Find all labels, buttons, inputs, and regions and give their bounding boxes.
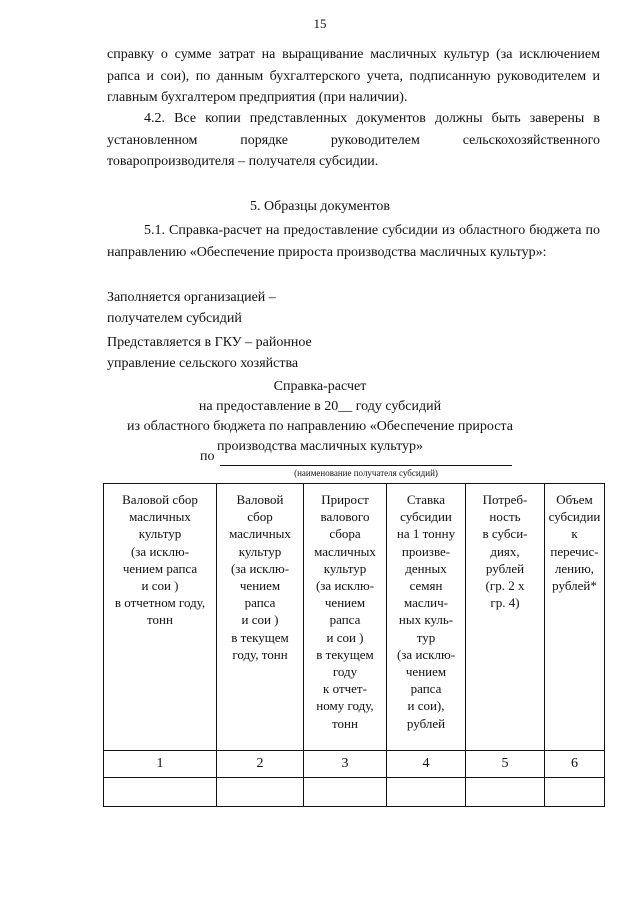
- recipient-line: [200, 449, 215, 465]
- intro-paragraph-1: справку о сумме затрат на выращивание масличных культур (за исключением рапса и сои), по данным бухгалтерского учета, подписанную руководителем и главным бухгалтером предприятия (при наличии).: [107, 47, 600, 105]
- filled-by-block: [107, 287, 600, 329]
- data-cell-1[interactable]: [104, 778, 217, 807]
- form-title-line-4: производства масличных культур»: [216, 439, 424, 454]
- recipient-prefix: по: [200, 449, 215, 464]
- intro-paragraph-2: 4.2. Все копии представленных документов должны быть заверены в установленном порядке руководителем сельскохозяйственного товаропроизводителя – получателя субсидии.: [107, 111, 600, 169]
- empty-data-row: [104, 778, 605, 807]
- data-cell-5[interactable]: [466, 778, 545, 807]
- section-heading: 5. Образцы документов: [249, 199, 391, 214]
- subsidy-table: [103, 483, 605, 807]
- form-title: [0, 377, 640, 457]
- column-number-1: 1: [104, 751, 217, 778]
- column-number-row: [104, 751, 605, 778]
- form-title-line-2: на предоставление в 20__ году субсидий: [198, 399, 442, 414]
- data-cell-2[interactable]: [217, 778, 304, 807]
- column-number-4: 4: [387, 751, 466, 778]
- form-title-line-3: из областного бюджета по направлению «Обеспечение прироста: [127, 419, 513, 434]
- page-number: 15: [313, 16, 327, 31]
- column-number-3: 3: [304, 751, 387, 778]
- header-cell-5-text: Потреб- ность в субси- диях, рублей (гр. 2 х гр. 4): [482, 492, 528, 611]
- filled-by-line-1: Заполняется организацией –: [107, 290, 276, 305]
- header-cell-4-text: Ставка субсидии на 1 тонну произве- денных семян маслич- ных куль- тур (за исклю- чением рапса и сои), рублей: [396, 492, 456, 731]
- filled-by-line-2: получателем субсидий: [107, 311, 242, 326]
- header-cell-3: [304, 484, 387, 751]
- recipient-name-field[interactable]: [220, 465, 512, 466]
- header-cell-6-text: Объем субсидии к перечис- лению, рублей*: [548, 492, 601, 594]
- header-cell-1: [104, 484, 217, 751]
- header-cell-1-text: Валовой сбор масличных культур (за исклю- чением рапса и сои ) в отчетном году, тонн: [114, 492, 206, 628]
- data-cell-4[interactable]: [387, 778, 466, 807]
- header-cell-2-text: Валовой сбор масличных культур (за исклю- чением рапса и сои ) в текущем году, тонн: [229, 492, 291, 662]
- data-cell-3[interactable]: [304, 778, 387, 807]
- form-title-line-1: Справка-расчет: [273, 379, 367, 394]
- section-paragraph: 5.1. Справка-расчет на предоставление субсидии из областного бюджета по направлению «Обеспечение прироста производства масличных культур»:: [107, 223, 600, 260]
- column-number-5: 5: [466, 751, 545, 778]
- table-header-row: [104, 484, 605, 751]
- submitted-to-block: [107, 332, 600, 374]
- header-cell-3-text: Прирост валового сбора масличных культур (за исклю- чением рапса и сои ) в текущем году к отчет- ному году, тонн: [314, 492, 376, 731]
- recipient-caption: (наименование получателя субсидий): [294, 468, 438, 478]
- column-number-6: 6: [545, 751, 605, 778]
- data-cell-6[interactable]: [545, 778, 605, 807]
- submitted-to-line-1: Представляется в ГКУ – районное: [107, 335, 312, 350]
- header-cell-6: [545, 484, 605, 751]
- header-cell-5: [466, 484, 545, 751]
- header-cell-4: [387, 484, 466, 751]
- submitted-to-line-2: управление сельского хозяйства: [107, 356, 299, 371]
- column-number-2: 2: [217, 751, 304, 778]
- header-cell-2: [217, 484, 304, 751]
